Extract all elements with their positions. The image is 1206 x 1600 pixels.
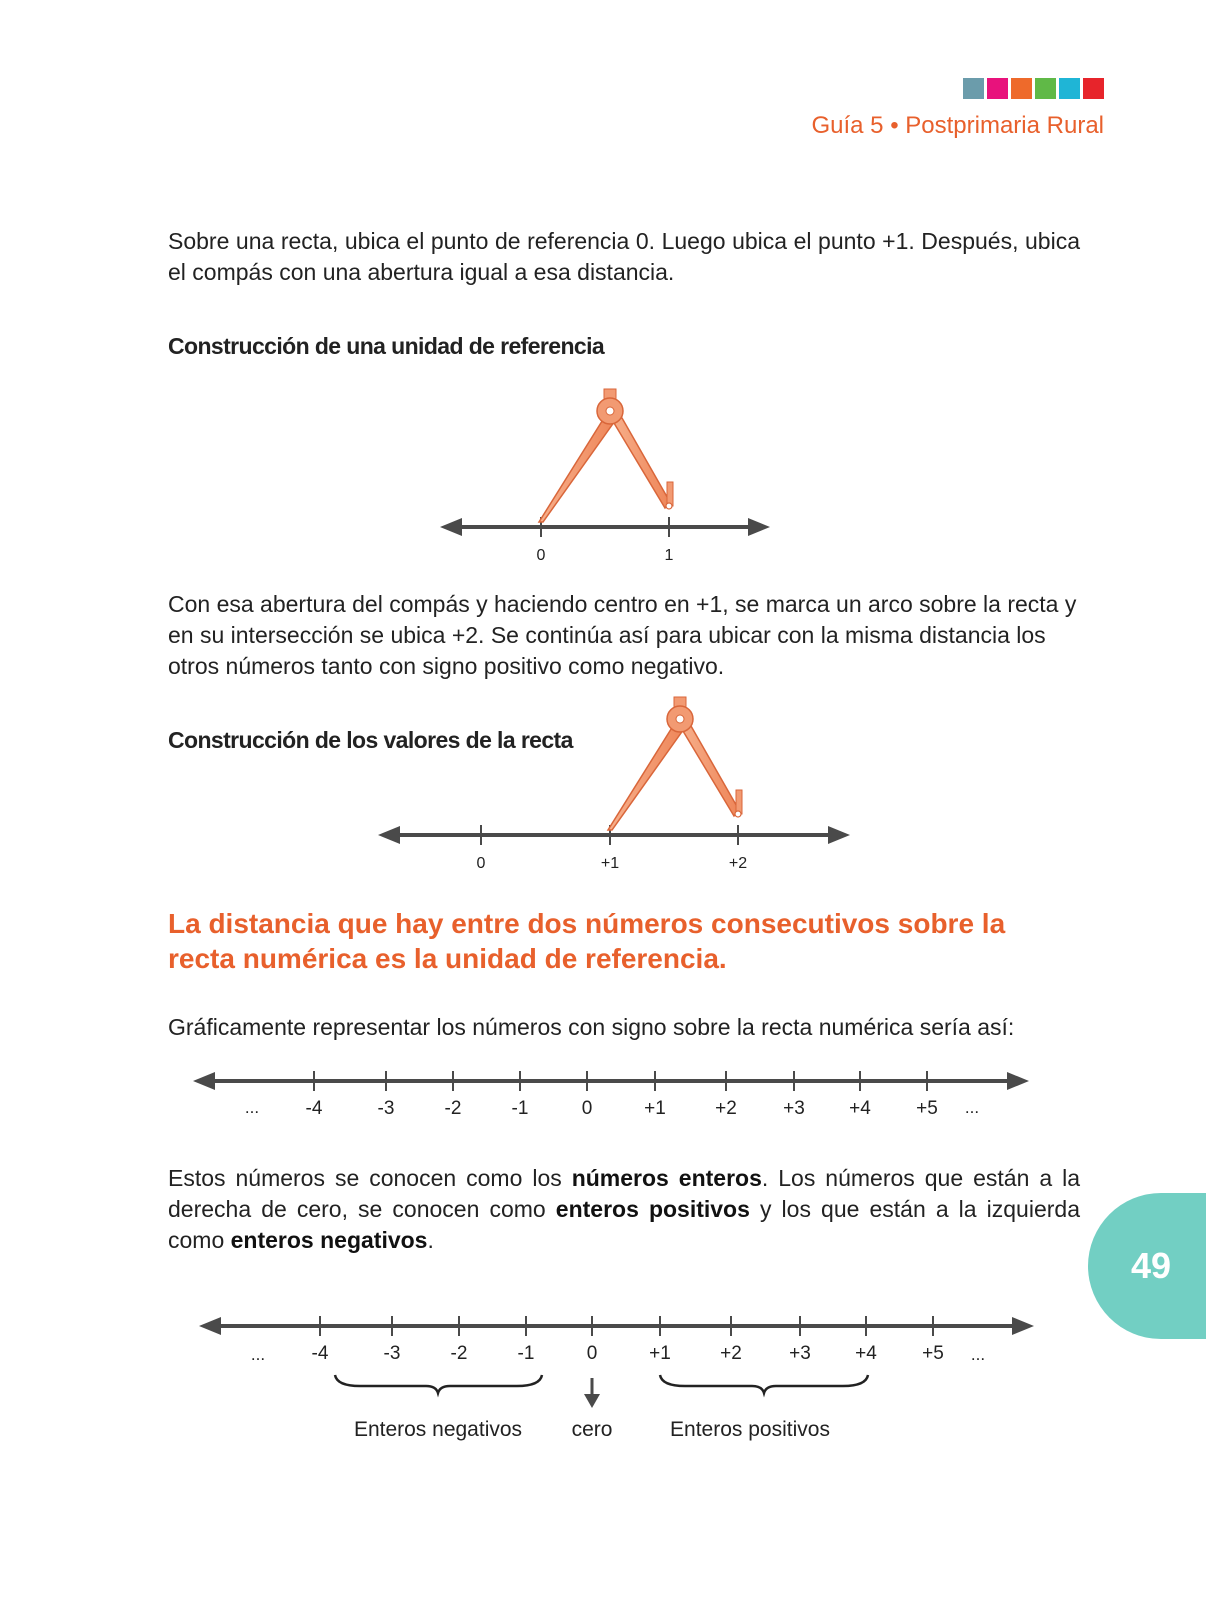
color-swatch-bar [963,78,1104,99]
nl2-tick-label: 0 [586,1343,598,1364]
swatch-red [1083,78,1104,99]
nl2-tick-label: -2 [450,1343,468,1364]
nl1-tick-label: -2 [444,1098,462,1119]
brace-negatives-icon [335,1375,542,1393]
middle-paragraph: Con esa abertura del compás y haciendo centro en +1, se marca un arco sobre la recta y en su intersección se ubica +2. Se continúa así para ubicar con la misma distancia los otros números tanto con signo positivo como negativo. [168,591,1077,679]
nl2-tick-label: -4 [311,1343,329,1364]
nl2-tick-label: -3 [383,1343,401,1364]
nl1-tick-label: +5 [916,1098,938,1119]
tick-label-0: 0 [476,855,486,872]
left-ellipsis: ... [244,1098,260,1117]
swatch-magenta [987,78,1008,99]
tick-label-plus-2: +2 [728,855,748,872]
term-numeros-enteros: números enteros [571,1165,762,1191]
graphic-intro-paragraph: Gráficamente representar los números con signo sobre la recta numérica sería así: [168,1014,1015,1040]
arrow-right-icon [1007,1072,1029,1090]
caption-enteros-positivos: Enteros positivos [670,1418,830,1441]
compass-icon [608,697,742,830]
arrow-left-icon [193,1072,215,1090]
nl2-tick-label: +1 [649,1343,671,1364]
arrow-left-icon [378,826,400,844]
nl1-tick-label: -3 [377,1098,395,1119]
caption-enteros-negativos: Enteros negativos [353,1418,523,1441]
nl2-tick-label: +4 [855,1343,877,1364]
page-number: 49 [1130,1245,1172,1286]
nl2-tick-label: +5 [922,1343,944,1364]
arrow-right-icon [828,826,850,844]
swatch-cyan [1059,78,1080,99]
arrow-left-icon [440,518,462,536]
right-ellipsis: ... [964,1098,980,1117]
term-enteros-negativos: enteros negativos [230,1227,428,1253]
integers-text-1: Estos números se conocen como los [168,1165,572,1191]
compass-icon [539,389,673,522]
nl1-tick-label: +2 [715,1098,737,1119]
caption-cero: cero [571,1418,613,1441]
nl1-tick-label: -1 [511,1098,529,1119]
intro-paragraph: Sobre una recta, ubica el punto de referencia 0. Luego ubica el punto +1. Después, ubica el compás con una abertura igual a esa distancia. [168,228,1080,285]
swatch-orange [1011,78,1032,99]
brace-positives-icon [660,1375,868,1393]
nl1-tick-label: +4 [849,1098,871,1119]
nl1-tick-label: +3 [783,1098,805,1119]
nl1-tick-label: 0 [581,1098,593,1119]
swatch-green [1035,78,1056,99]
running-head: Guía 5 • Postprimaria Rural [811,112,1104,139]
arrow-down-icon [584,1394,600,1408]
nl1-tick-label: +1 [644,1098,666,1119]
tick-label-1: 1 [664,547,674,564]
integers-text-3: y los que están a la izquierda como [168,1196,1080,1253]
arrow-right-icon [748,518,770,536]
arrow-left-icon [199,1317,221,1335]
highlight-statement: La distancia que hay entre dos números consecutivos sobre la recta numérica es la unidad de referencia. [168,908,1006,974]
term-enteros-positivos: enteros positivos [555,1196,750,1222]
arrow-right-icon [1012,1317,1034,1335]
nl1-tick-label: -4 [305,1098,323,1119]
right-ellipsis: ... [970,1345,986,1364]
integers-text-2: . Los números que están a la derecha de cero, se conocen como [168,1165,1080,1222]
integers-paragraph [168,1163,1080,1256]
nl2-tick-label: +2 [720,1343,742,1364]
swatch-blue [963,78,984,99]
tick-label-plus-1: +1 [600,855,620,872]
left-ellipsis: ... [250,1345,266,1364]
tick-label-0: 0 [536,547,546,564]
integers-text-4: . [427,1227,434,1253]
section-heading-line-values: Construcción de los valores de la recta [168,727,573,753]
nl2-tick-label: -1 [517,1343,535,1364]
nl2-tick-label: +3 [789,1343,811,1364]
section-heading-reference-unit: Construcción de una unidad de referencia [168,333,605,359]
